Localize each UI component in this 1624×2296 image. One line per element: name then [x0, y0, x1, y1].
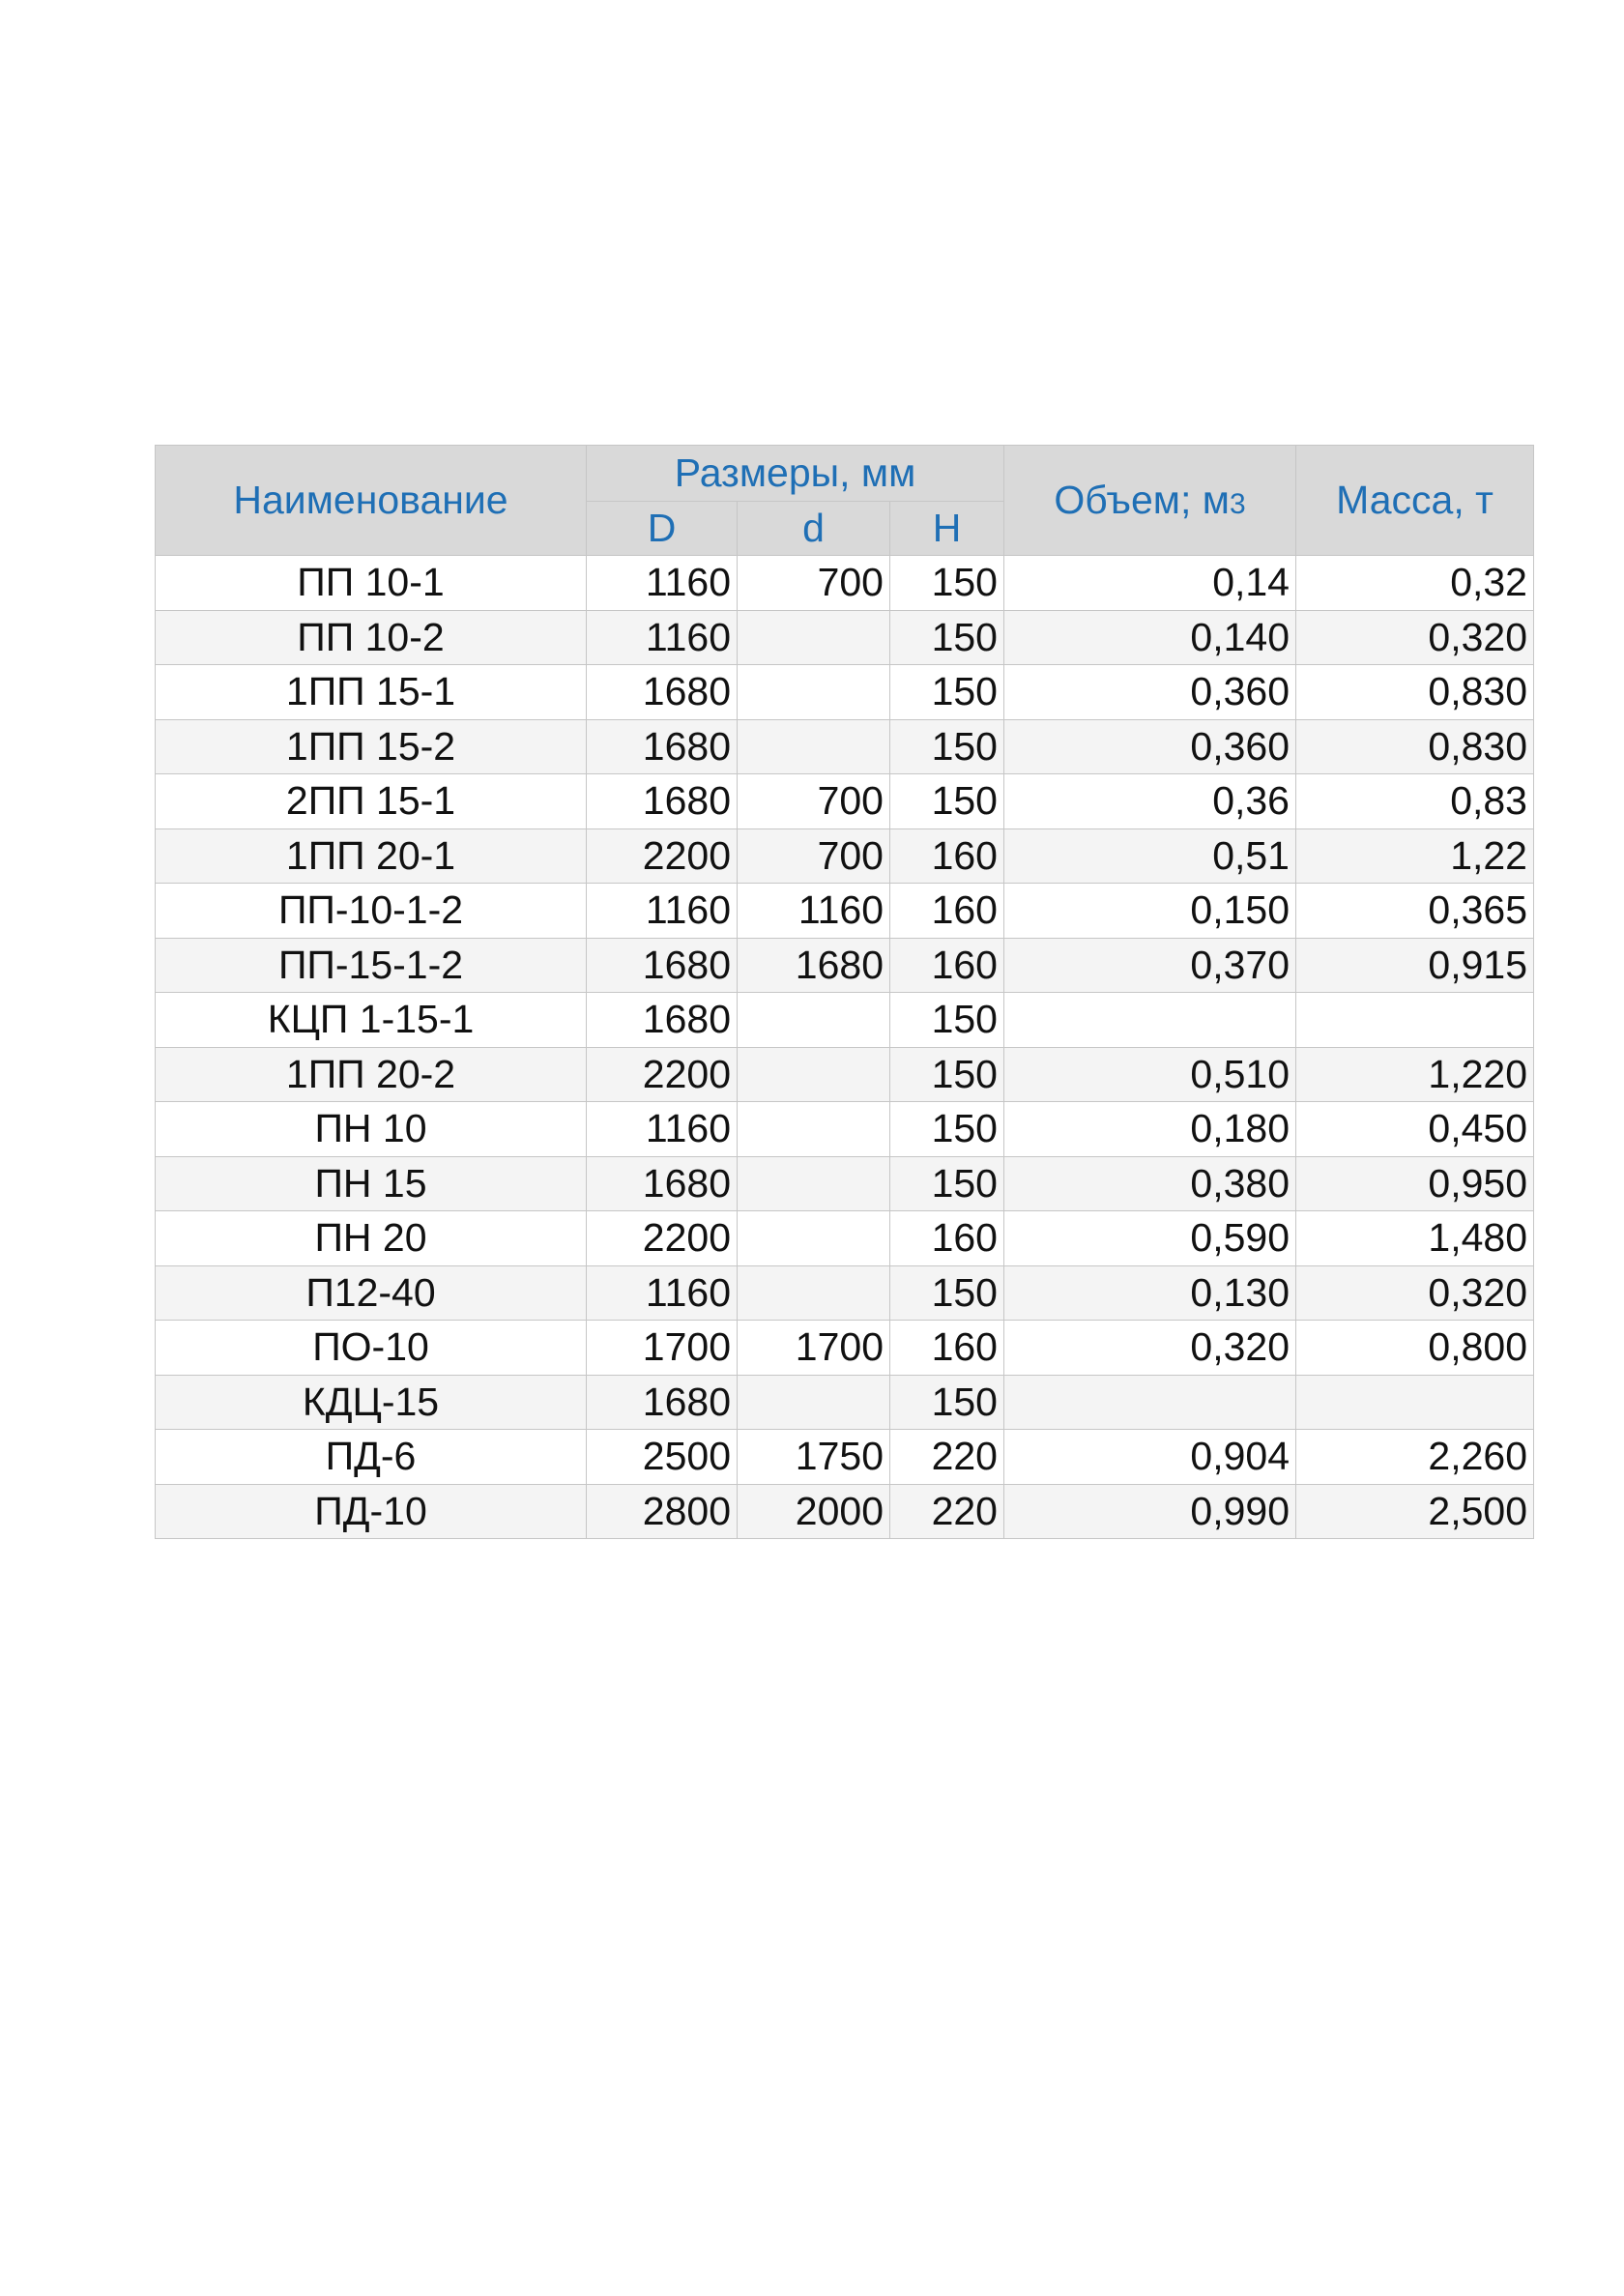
table-row	[156, 1430, 1534, 1485]
cell-d: 1160	[738, 884, 890, 939]
cell-H: 150	[890, 610, 1004, 665]
cell-volume: 0,14	[1004, 556, 1296, 611]
cell-volume: 0,140	[1004, 610, 1296, 665]
table-row	[156, 1211, 1534, 1266]
cell-H: 150	[890, 556, 1004, 611]
cell-mass: 2,500	[1296, 1484, 1534, 1539]
table-row	[156, 1321, 1534, 1376]
table-row	[156, 665, 1534, 720]
table-row	[156, 828, 1534, 884]
cell-d	[738, 1047, 890, 1102]
cell-d: 700	[738, 828, 890, 884]
cell-name: КЦП 1-15-1	[156, 993, 587, 1048]
cell-D: 1160	[587, 1102, 738, 1157]
cell-D: 1160	[587, 1265, 738, 1321]
cell-name: ПП 10-1	[156, 556, 587, 611]
cell-mass: 1,480	[1296, 1211, 1534, 1266]
cell-name: 1ПП 15-1	[156, 665, 587, 720]
cell-volume	[1004, 993, 1296, 1048]
cell-D: 1160	[587, 884, 738, 939]
cell-D: 1680	[587, 938, 738, 993]
header-D: D	[587, 502, 738, 556]
cell-d	[738, 1211, 890, 1266]
cell-volume: 0,510	[1004, 1047, 1296, 1102]
cell-name: 1ПП 20-1	[156, 828, 587, 884]
cell-H: 220	[890, 1430, 1004, 1485]
cell-mass: 2,260	[1296, 1430, 1534, 1485]
table-row	[156, 1102, 1534, 1157]
cell-D: 2200	[587, 1047, 738, 1102]
cell-H: 150	[890, 719, 1004, 774]
cell-name: ПН 20	[156, 1211, 587, 1266]
cell-d	[738, 993, 890, 1048]
cell-H: 160	[890, 828, 1004, 884]
cell-H: 150	[890, 993, 1004, 1048]
cell-d	[738, 1102, 890, 1157]
cell-volume	[1004, 1375, 1296, 1430]
cell-D: 2500	[587, 1430, 738, 1485]
header-H: H	[890, 502, 1004, 556]
table-row	[156, 610, 1534, 665]
cell-name: ПП 10-2	[156, 610, 587, 665]
cell-D: 1160	[587, 556, 738, 611]
cell-d: 1700	[738, 1321, 890, 1376]
cell-d	[738, 610, 890, 665]
cell-name: ПО-10	[156, 1321, 587, 1376]
cell-volume: 0,130	[1004, 1265, 1296, 1321]
cell-name: ПД-10	[156, 1484, 587, 1539]
cell-volume: 0,320	[1004, 1321, 1296, 1376]
header-dimensions: Размеры, мм	[587, 446, 1004, 502]
cell-H: 150	[890, 1265, 1004, 1321]
table-row	[156, 993, 1534, 1048]
cell-volume: 0,180	[1004, 1102, 1296, 1157]
cell-d: 700	[738, 556, 890, 611]
header-volume-unit: 3	[1229, 488, 1246, 520]
table-body	[156, 556, 1534, 1539]
cell-name: ПН 15	[156, 1156, 587, 1211]
cell-H: 150	[890, 1047, 1004, 1102]
table-row	[156, 719, 1534, 774]
cell-H: 160	[890, 884, 1004, 939]
cell-D: 1160	[587, 610, 738, 665]
table-row	[156, 1047, 1534, 1102]
cell-mass: 0,32	[1296, 556, 1534, 611]
cell-H: 160	[890, 938, 1004, 993]
cell-D: 2200	[587, 828, 738, 884]
cell-mass: 0,320	[1296, 610, 1534, 665]
cell-D: 2800	[587, 1484, 738, 1539]
table-row	[156, 1156, 1534, 1211]
cell-d: 1750	[738, 1430, 890, 1485]
cell-volume: 0,360	[1004, 719, 1296, 774]
cell-H: 150	[890, 1156, 1004, 1211]
cell-volume: 0,370	[1004, 938, 1296, 993]
cell-volume: 0,380	[1004, 1156, 1296, 1211]
cell-d: 2000	[738, 1484, 890, 1539]
cell-name: ПН 10	[156, 1102, 587, 1157]
header-name: Наименование	[156, 446, 587, 556]
cell-D: 2200	[587, 1211, 738, 1266]
cell-name: КДЦ-15	[156, 1375, 587, 1430]
table-row	[156, 938, 1534, 993]
cell-volume: 0,150	[1004, 884, 1296, 939]
cell-D: 1680	[587, 1375, 738, 1430]
cell-H: 150	[890, 1102, 1004, 1157]
cell-mass: 1,220	[1296, 1047, 1534, 1102]
table-row	[156, 1265, 1534, 1321]
specs-table	[155, 445, 1534, 1539]
cell-H: 160	[890, 1321, 1004, 1376]
table-header	[156, 446, 1534, 556]
cell-mass: 0,915	[1296, 938, 1534, 993]
header-d: d	[738, 502, 890, 556]
cell-volume: 0,904	[1004, 1430, 1296, 1485]
cell-d	[738, 1375, 890, 1430]
cell-name: 1ПП 15-2	[156, 719, 587, 774]
cell-name: 2ПП 15-1	[156, 774, 587, 829]
cell-d	[738, 719, 890, 774]
table-row	[156, 774, 1534, 829]
cell-name: ПД-6	[156, 1430, 587, 1485]
cell-D: 1700	[587, 1321, 738, 1376]
cell-mass: 0,800	[1296, 1321, 1534, 1376]
header-volume-label: Объем; м	[1054, 478, 1230, 522]
cell-H: 220	[890, 1484, 1004, 1539]
cell-mass: 0,450	[1296, 1102, 1534, 1157]
cell-volume: 0,590	[1004, 1211, 1296, 1266]
table-row	[156, 884, 1534, 939]
cell-volume: 0,36	[1004, 774, 1296, 829]
cell-name: ПП-15-1-2	[156, 938, 587, 993]
cell-mass: 0,830	[1296, 719, 1534, 774]
cell-d	[738, 1156, 890, 1211]
table-row	[156, 1484, 1534, 1539]
cell-D: 1680	[587, 993, 738, 1048]
cell-mass: 0,830	[1296, 665, 1534, 720]
header-volume	[1004, 446, 1296, 556]
cell-mass: 0,950	[1296, 1156, 1534, 1211]
cell-d: 700	[738, 774, 890, 829]
cell-D: 1680	[587, 1156, 738, 1211]
cell-H: 150	[890, 665, 1004, 720]
header-mass: Масса, т	[1296, 446, 1534, 556]
specs-table-wrapper	[155, 445, 1533, 1539]
cell-mass: 0,365	[1296, 884, 1534, 939]
cell-d	[738, 1265, 890, 1321]
cell-d: 1680	[738, 938, 890, 993]
cell-volume: 0,990	[1004, 1484, 1296, 1539]
cell-mass: 1,22	[1296, 828, 1534, 884]
cell-D: 1680	[587, 719, 738, 774]
cell-mass	[1296, 1375, 1534, 1430]
cell-mass: 0,83	[1296, 774, 1534, 829]
table-row	[156, 556, 1534, 611]
cell-H: 160	[890, 1211, 1004, 1266]
header-row-top	[156, 446, 1534, 502]
cell-D: 1680	[587, 665, 738, 720]
cell-H: 150	[890, 774, 1004, 829]
cell-d	[738, 665, 890, 720]
cell-name: 1ПП 20-2	[156, 1047, 587, 1102]
cell-name: ПП-10-1-2	[156, 884, 587, 939]
table-row	[156, 1375, 1534, 1430]
cell-mass: 0,320	[1296, 1265, 1534, 1321]
cell-name: П12-40	[156, 1265, 587, 1321]
cell-H: 150	[890, 1375, 1004, 1430]
cell-volume: 0,51	[1004, 828, 1296, 884]
cell-volume: 0,360	[1004, 665, 1296, 720]
cell-mass	[1296, 993, 1534, 1048]
cell-D: 1680	[587, 774, 738, 829]
